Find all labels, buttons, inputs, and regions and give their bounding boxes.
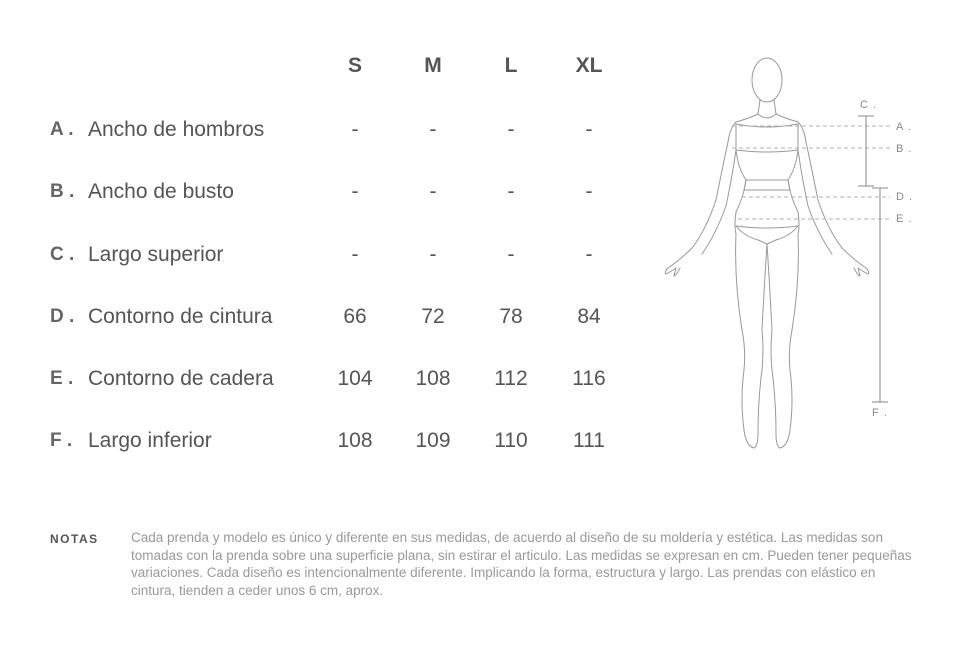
row-value-l: 78 (499, 305, 523, 328)
mark-label-e: E . (896, 213, 913, 225)
mark-label-b: B . (896, 143, 913, 155)
row-label: Contorno de cadera (88, 367, 274, 390)
row-value-xl: 84 (577, 305, 601, 328)
size-header-l: L (504, 54, 518, 77)
row-value-m: - (429, 180, 437, 203)
row-letter: E . (50, 368, 74, 389)
row-value-l: - (507, 243, 515, 266)
row-value-l: - (507, 180, 515, 203)
measure-row-f (0, 425, 640, 457)
mark-label-d: D . (896, 191, 914, 203)
row-value-s: - (351, 180, 359, 203)
row-value-xl: 111 (573, 429, 605, 452)
right-leg (767, 234, 798, 448)
mark-label-f: F . (872, 407, 888, 419)
left-torso (735, 124, 746, 234)
size-header-s: S (347, 54, 362, 77)
row-letter: B . (50, 181, 75, 202)
left-leg (736, 234, 767, 448)
head-shape (752, 58, 782, 102)
row-value-m: - (429, 118, 437, 141)
mannequin-outline (665, 58, 868, 448)
row-value-m: 108 (415, 367, 451, 390)
right-arm (806, 142, 869, 276)
row-value-s: 104 (337, 367, 373, 390)
measure-row-a (0, 114, 640, 146)
row-value-s: 108 (337, 429, 373, 452)
row-value-m: - (429, 243, 437, 266)
row-label: Largo inferior (88, 429, 212, 452)
notes-title: NOTAS (50, 532, 99, 546)
row-value-xl: - (585, 243, 593, 266)
measure-row-e (0, 363, 640, 395)
measure-row-b (0, 176, 640, 208)
left-inner-arm (702, 150, 736, 254)
mark-label-c: C . (860, 99, 878, 111)
right-inner-arm (798, 150, 832, 254)
row-letter: C . (50, 244, 75, 265)
row-value-m: 109 (415, 429, 451, 452)
row-value-s: 66 (343, 305, 367, 328)
right-torso (788, 124, 799, 234)
left-arm (665, 142, 728, 276)
right-shoulder (776, 114, 806, 142)
row-value-xl: 116 (572, 367, 606, 390)
waistband (744, 180, 790, 190)
row-value-l: 112 (494, 367, 528, 390)
row-label: Largo superior (88, 243, 224, 266)
row-value-s: - (351, 243, 359, 266)
row-value-l: - (507, 118, 515, 141)
row-label: Ancho de busto (88, 180, 234, 203)
row-label: Ancho de hombros (88, 118, 265, 141)
row-value-xl: - (585, 118, 593, 141)
mark-label-a: A . (896, 121, 912, 133)
left-shoulder (728, 114, 758, 142)
top-garment (736, 114, 798, 152)
row-letter: A . (50, 119, 74, 140)
body-measurement-figure (650, 50, 930, 460)
row-value-s: - (351, 118, 359, 141)
measure-row-d (0, 301, 640, 333)
row-value-xl: - (585, 180, 593, 203)
size-header-xl: XL (575, 54, 603, 77)
briefs (736, 226, 798, 244)
notes-text: Cada prenda y modelo es único y diferente en sus medidas, de acuerdo al diseño de su moldería y estética. Las medidas son tomadas con la prenda sobre una superficie plana, sin estirar el articulo. Las medidas se expresan en cm. Pueden tener pequeñas variaciones. Cada diseño es intencionalmente diferente. Implicando la forma, estructura y largo. Las prendas con elástico en cintura, tienden a ceder unos 6 cm, aprox. (131, 530, 912, 598)
row-letter: F . (50, 430, 73, 451)
row-value-l: 110 (494, 429, 528, 452)
measure-row-c (0, 239, 640, 271)
size-header-m: M (424, 54, 442, 77)
row-label: Contorno de cintura (88, 305, 273, 328)
row-value-m: 72 (421, 305, 445, 328)
row-letter: D . (50, 306, 75, 327)
measurement-rulers (858, 116, 888, 402)
